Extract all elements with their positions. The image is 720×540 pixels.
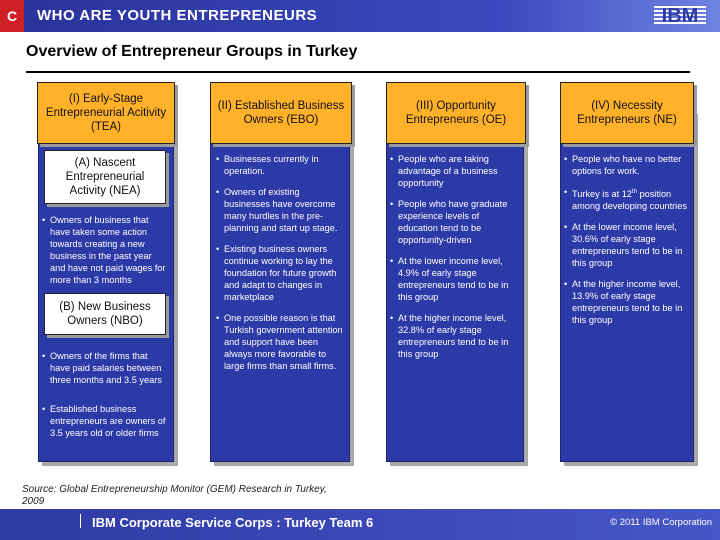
established-bullets — [42, 403, 170, 448]
heading-ebo: (II) Established Business Owners (EBO) — [210, 82, 352, 144]
list-item: • Existing business owners continue working to lay the foundation for future growth and adapt to changes in marketplace — [216, 243, 344, 303]
title-divider — [26, 71, 690, 73]
list-item: • At the lower income level, 30.6% of early stage entrepreneurs tend to be in this group — [564, 221, 690, 269]
ibm-logo-text: IBM — [661, 5, 699, 26]
page-title: Overview of Entrepreneur Groups in Turkey — [26, 43, 358, 60]
list-item: • People who have no better options for work. — [564, 153, 690, 177]
ibm-logo-icon — [654, 4, 706, 26]
list-item: • People who are taking advantage of a business opportunity — [390, 153, 520, 189]
list-item: • People who have graduate experience levels of education tend to be opportunity-driven — [390, 198, 520, 246]
heading-tea: (I) Early-Stage Entrepreneurial Acitivity (TEA) — [37, 82, 175, 144]
list-item: • Owners of existing businesses have overcome many hurdles in the pre-planning and start up stage. — [216, 186, 344, 234]
list-item: • Businesses currently in operation. — [216, 153, 344, 177]
nea-bullets — [42, 214, 168, 295]
list-item: • Owners of business that have taken some action towards creating a new business in the past year and have not paid wages for more than 3 months — [42, 214, 168, 286]
ne-bullets — [564, 153, 690, 335]
list-item: • One possible reason is that Turkish government attention and support have been always more favorable to large firms than small firms. — [216, 312, 344, 372]
bullet-text: Turkey is at 12 — [572, 189, 632, 200]
oe-bullets — [390, 153, 520, 369]
list-item: • At the higher income level, 32.8% of early stage entrepreneurs tend to be in this group — [390, 312, 520, 360]
header-title: WHO ARE YOUTH ENTREPRENEURS — [37, 7, 318, 24]
footer-team: IBM Corporate Service Corps : Turkey Team 6 — [92, 515, 374, 530]
footer-divider — [80, 514, 81, 528]
list-item: • Established business entrepreneurs are owners of 3.5 years old or older firms — [42, 403, 170, 439]
heading-oe: (III) Opportunity Entrepreneurs (OE) — [386, 82, 526, 144]
section-badge: C — [0, 0, 24, 32]
list-item — [564, 186, 690, 212]
nbo-box: (B) New Business Owners (NBO) — [44, 293, 166, 335]
bullet-superscript: th — [631, 189, 637, 195]
list-item: • Owners of the firms that have paid salaries between three months and 3.5 years — [42, 350, 168, 386]
nbo-bullets — [42, 350, 168, 395]
heading-ne: (IV) Necessity Entrepreneurs (NE) — [560, 82, 694, 144]
list-item: • At the lower income level, 4.9% of early stage entrepreneurs tend to be in this group — [390, 255, 520, 303]
list-item: • At the higher income level, 13.9% of early stage entrepreneurs tend to be in this group — [564, 278, 690, 326]
ebo-bullets — [216, 153, 344, 381]
bullet-text: position among developing countries — [572, 189, 687, 212]
nea-box: (A) Nascent Entrepreneurial Activity (NEA) — [44, 150, 166, 204]
footer-copyright: © 2011 IBM Corporation — [610, 517, 712, 528]
source-note: Source: Global Entrepreneurship Monitor (GEM) Research in Turkey, 2009 — [22, 484, 327, 507]
